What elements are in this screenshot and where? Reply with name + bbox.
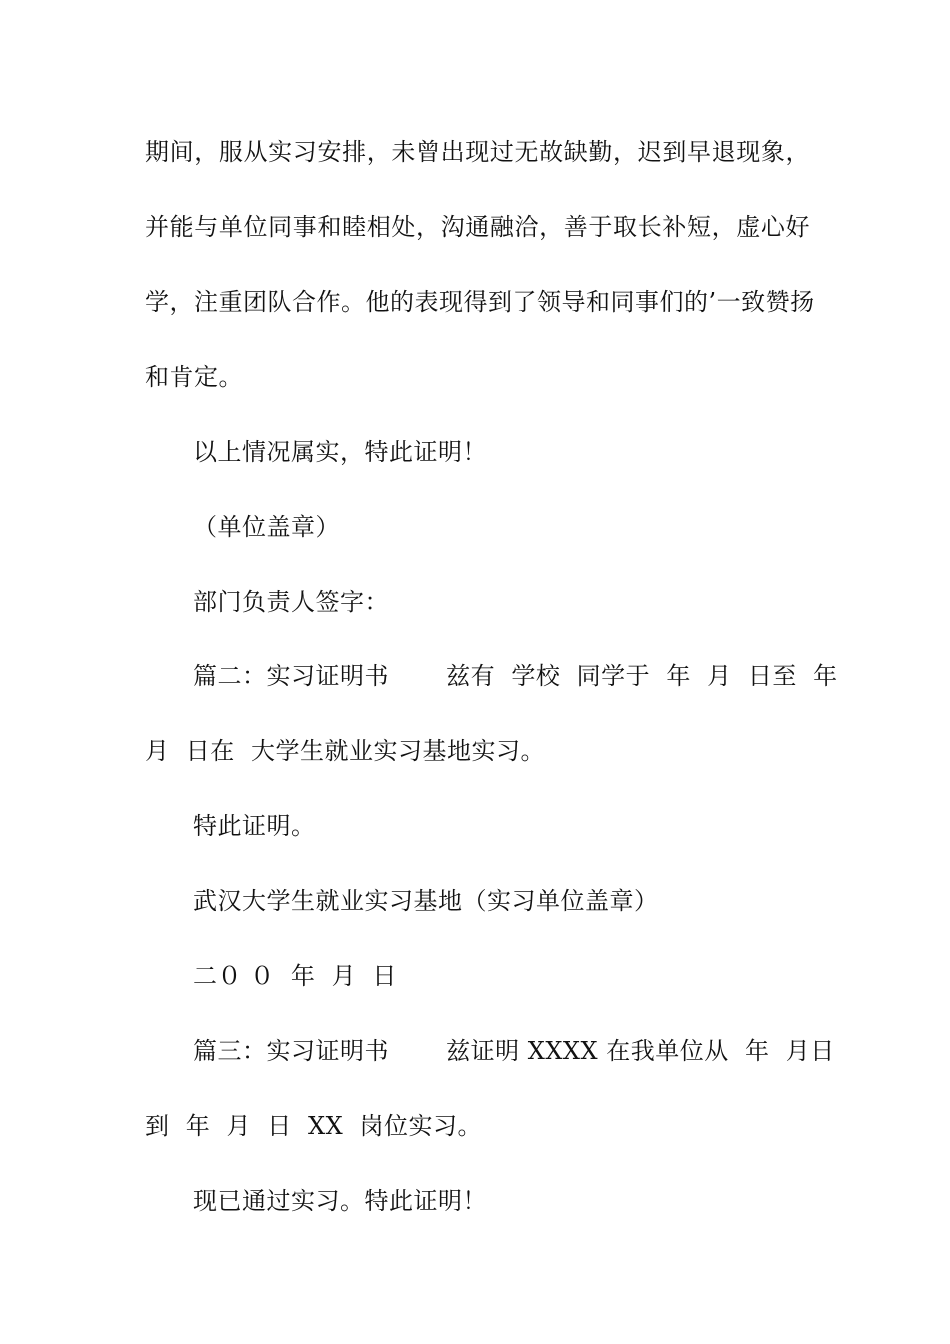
section-three-line-2: 到 年 月 日 XX 岗位实习。 (145, 1112, 482, 1140)
paragraph-line-1: 期间，服从实习安排，未曾出现过无故缺勤，迟到早退现象， (145, 138, 810, 166)
section-three-certification: 现已通过实习。特此证明！ (193, 1187, 487, 1215)
unit-seal-label: （单位盖章） (193, 513, 340, 541)
section-two-line-2: 月 日在 大学生就业实习基地实习。 (145, 737, 546, 765)
paragraph-line-3: 学，注重团队合作。他的表现得到了领导和同事们的’一致赞扬 (145, 288, 815, 316)
internship-base-seal: 武汉大学生就业实习基地（实习单位盖章） (193, 887, 659, 915)
paragraph-line-4: 和肯定。 (145, 363, 243, 391)
paragraph-line-2: 并能与单位同事和睦相处，沟通融洽，善于取长补短，虚心好 (145, 213, 810, 241)
date-line: 二０ ０ 年 月 日 (193, 962, 397, 990)
certification-statement: 以上情况属实，特此证明！ (193, 438, 487, 466)
section-three-line-1: 篇三：实习证明书 兹证明 XXXX 在我单位从 年 月日 (193, 1037, 835, 1065)
department-head-signature-label: 部门负责人签字： (193, 588, 389, 616)
section-two-line-1: 篇二：实习证明书 兹有 学校 同学于 年 月 日至 年 (193, 662, 838, 690)
section-two-certification: 特此证明。 (193, 812, 316, 840)
